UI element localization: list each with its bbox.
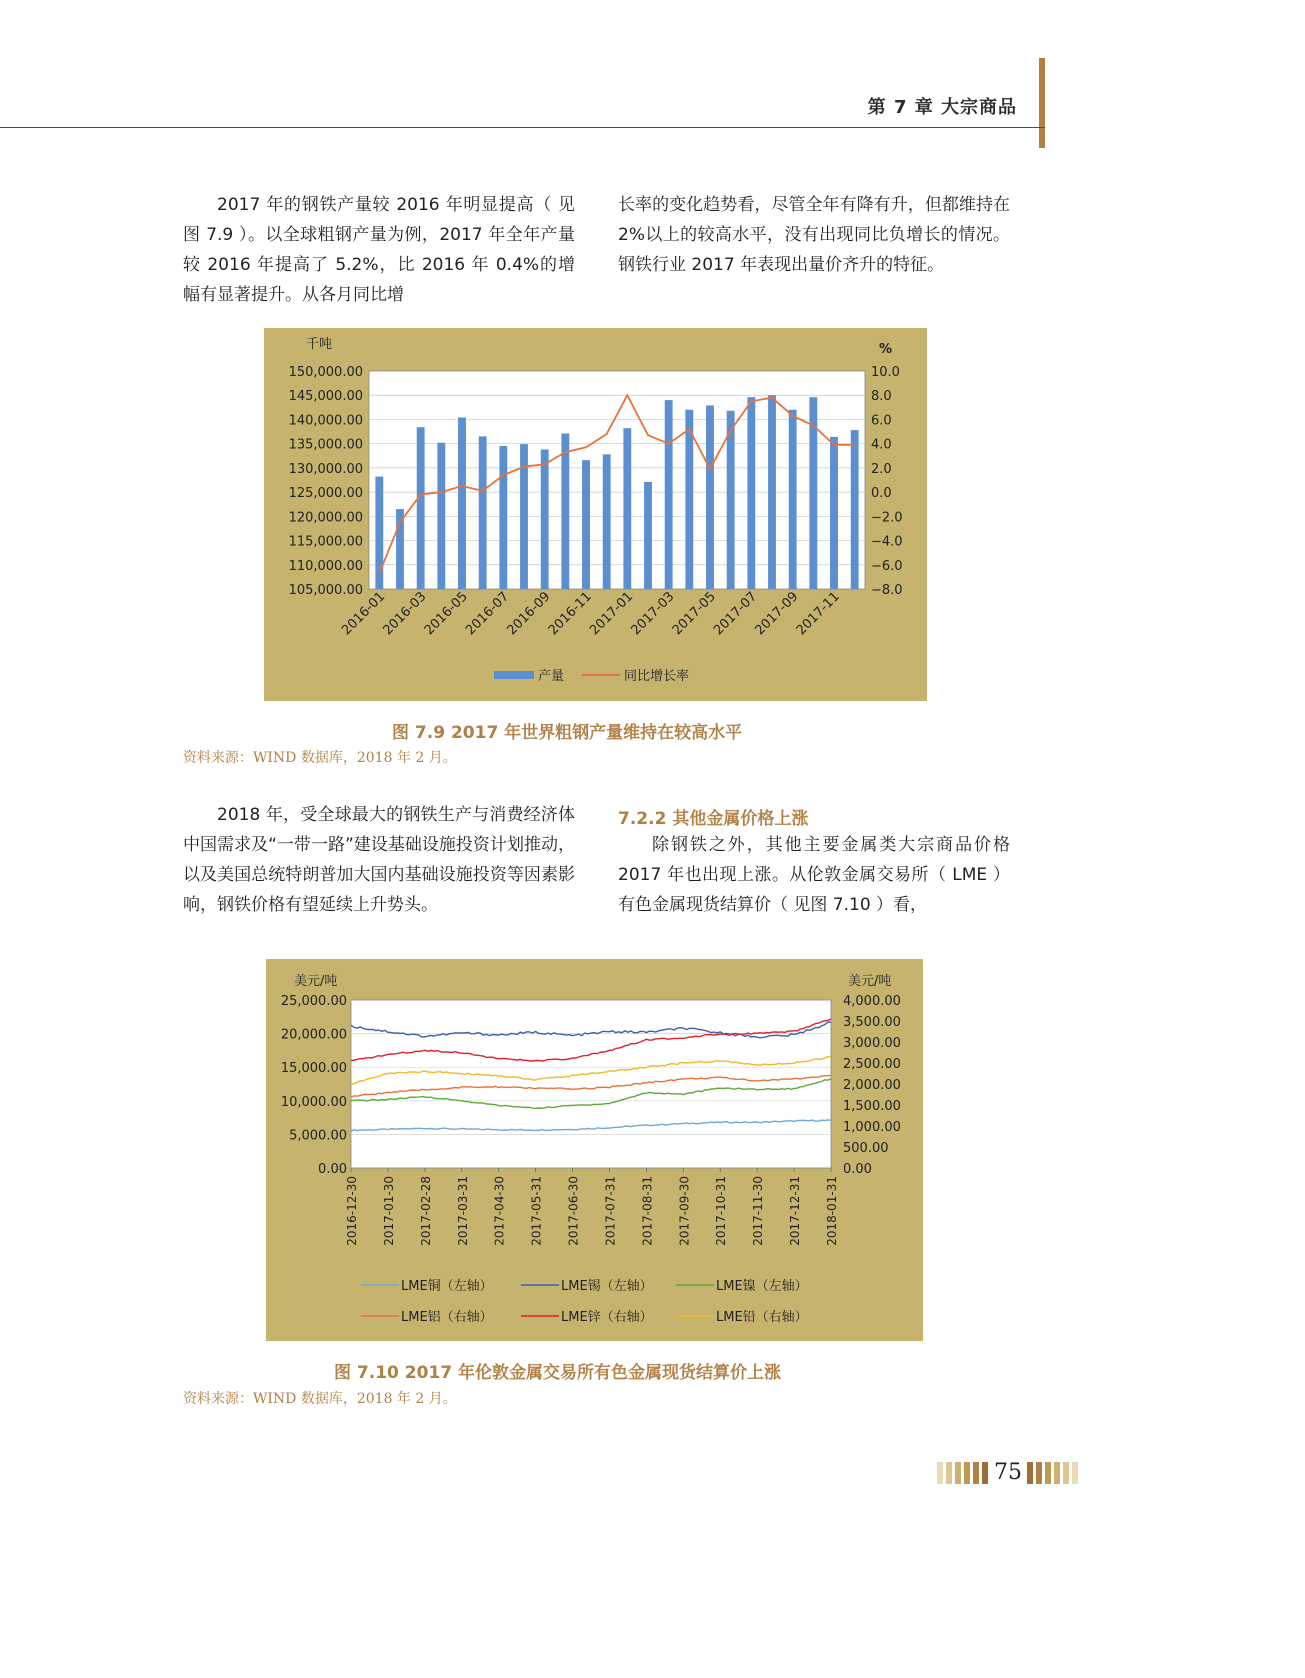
chart1-bar [479,436,487,589]
chart2-legend-label: LME铜（左轴） [401,1279,493,1294]
chart1-y-left-tick: 125,000.00 [288,486,363,502]
chart2-x-tick: 2017-12-31 [788,1176,803,1246]
chart2-x-tick: 2017-04-30 [492,1176,507,1246]
chart2-x-tick: 2017-10-31 [714,1176,729,1246]
chart1-bar [727,411,735,589]
chart1-bar [851,430,859,589]
chart-steel-production [264,328,927,701]
chart2-y-left-tick: 25,000.00 [280,994,347,1009]
chart1-bar [747,397,755,589]
chart1-bar [541,449,549,589]
chart2-legend-label: LME铝（右轴） [401,1310,493,1325]
chart1-bar [830,437,838,589]
chart1-y-left-tick: 115,000.00 [288,534,363,550]
chart2-legend-label: LME镍（左轴） [716,1279,808,1294]
chart2-plot-area [351,1000,831,1168]
chapter-title: 第 7 章 大宗商品 [867,97,1017,118]
chart1-x-tick: 2017-11 [793,589,843,639]
chart1-y-right-tick: 0.0 [871,486,892,502]
chart2-x-tick: 2017-09-30 [677,1176,692,1246]
chart1-x-tick: 2016-01 [339,589,389,639]
chart1-right-unit: % [879,342,893,357]
chart1-x-tick: 2016-09 [504,589,554,639]
chart2-y-right-tick: 2,000.00 [843,1078,901,1093]
chart2-legend-label: LME锡（左轴） [561,1279,653,1294]
chart1-bar [665,400,673,589]
chart1-bar [458,418,466,589]
chart2-x-tick: 2016-12-30 [345,1176,359,1246]
chart2-y-left-tick: 15,000.00 [280,1061,347,1077]
chart1-y-left-tick: 105,000.00 [288,583,363,598]
chart1-y-right-tick: 4.0 [871,437,892,453]
chart2-y-left-tick: 10,000.00 [280,1094,347,1110]
figure-7-9-caption: 图 7.9 2017 年世界粗钢产量维持在较高水平 [392,723,743,743]
chart2-y-right-tick: 1,500.00 [843,1099,901,1114]
chart1-y-left-tick: 150,000.00 [288,365,363,380]
paragraph-1-left-text: 2017 年的钢铁产量较 2016 年明显提高（ 见图 7.9 ）。以全球粗钢产量为例，2017 年全年产量较 2016 年提高了 5.2%，比 2016 年 0.4%的增幅有显著提升。从各月同比增 [183,195,575,305]
chart2-y-left-tick: 20,000.00 [280,1027,347,1043]
chart1-x-tick: 2016-05 [421,589,471,639]
chart1-bar [789,410,797,589]
chart1-legend-bar-swatch [494,671,534,679]
chart1-y-right-tick: −8.0 [871,583,903,598]
chart2-x-tick: 2017-02-28 [418,1176,433,1246]
chart2-y-left-tick: 5,000.00 [289,1128,347,1144]
chart1-legend-line-label: 同比增长率 [624,669,690,684]
chart1-y-left-tick: 110,000.00 [288,558,363,574]
chart1-x-tick: 2017-03 [628,589,678,639]
chart2-y-right-tick: 1,000.00 [843,1120,901,1135]
chart1-x-tick: 2017-05 [669,589,719,639]
paragraph-1-right-text: 长率的变化趋势看，尽管全年有降有升，但都维持在 2%以上的较高水平，没有出现同比负增长的情况。钢铁行业 2017 年表现出量价齐升的特征。 [618,195,1010,275]
paragraph-1-left [183,190,575,310]
section-title: 7.2.2 其他金属价格上涨 [618,809,809,829]
chart1-x-tick: 2017-01 [587,589,637,639]
chart1-bar [499,446,507,589]
chart1-y-left-tick: 135,000.00 [288,437,363,453]
chart2-x-tick: 2017-07-31 [603,1176,618,1246]
figure-7-9-source: 资料来源：WIND 数据库，2018 年 2 月。 [183,750,457,766]
chart1-x-tick: 2016-07 [463,589,513,639]
paragraph-2-left-text: 2018 年，受全球最大的钢铁生产与消费经济体中国需求及“一带一路”建设基础设施投资计划推动，以及美国总统特朗普加大国内基础设施投资等因素影响，钢铁价格有望延续上升势头。 [183,805,575,915]
chart1-y-right-tick: −2.0 [871,510,903,526]
chart2-x-tick: 2017-06-30 [566,1176,581,1246]
chart2-y-right-tick: 2,500.00 [843,1057,901,1072]
chart1-bar [644,482,652,589]
chart2-legend-label: LME铅（右轴） [716,1310,808,1325]
paragraph-2-left [183,800,575,920]
chart-lme-prices [266,959,923,1341]
chart1-y-right-tick: 10.0 [871,365,900,380]
paragraph-2-right-text: 除钢铁之外，其他主要金属类大宗商品价格 2017 年也出现上涨。从伦敦金属交易所（ LME ）有色金属现货结算价（ 见图 7.10 ）看， [618,835,1010,915]
page-stripes-right [1027,1462,1078,1484]
chart1-bar [417,427,425,589]
chart1-x-tick: 2016-11 [545,589,595,639]
header-accent-bar [1039,58,1045,148]
chart1-bar [582,460,590,589]
chart2-x-tick: 2017-05-31 [529,1176,544,1246]
chart2-y-right-tick: 3,500.00 [843,1015,901,1030]
chart2-right-unit: 美元/吨 [848,974,892,989]
chart2-left-unit: 美元/吨 [294,974,338,989]
chart2-y-right-tick: 0.00 [843,1162,872,1177]
chart-lme-prices-svg [266,959,923,1341]
header-rule [0,127,1045,128]
chart1-y-left-tick: 130,000.00 [288,461,363,477]
chart1-y-left-tick: 140,000.00 [288,413,363,429]
chart1-y-right-tick: 6.0 [871,413,892,429]
chart1-bar [603,454,611,589]
chart1-bar [768,395,776,589]
chart2-x-tick: 2017-03-31 [455,1176,470,1246]
chart2-x-tick: 2017-01-30 [381,1176,396,1246]
chart2-x-tick: 2017-08-31 [640,1176,655,1246]
chart2-y-left-tick: 0.00 [318,1162,347,1177]
chart1-bar [685,410,693,589]
chart2-x-tick: 2018-01-31 [825,1176,839,1246]
chart2-x-tick: 2017-11-30 [751,1176,766,1246]
chart1-y-left-tick: 120,000.00 [288,510,363,526]
paragraph-2-right [618,830,1010,920]
chart1-x-tick: 2017-07 [711,589,761,639]
chart1-bar [561,433,569,589]
page-stripes-left [937,1462,988,1484]
chart2-y-right-tick: 3,000.00 [843,1036,901,1051]
chart1-bar [437,443,445,589]
chart1-y-right-tick: −6.0 [871,558,903,574]
chart-steel-production-svg [264,328,927,701]
chart1-y-right-tick: −4.0 [871,534,903,550]
chart2-y-right-tick: 500.00 [843,1141,889,1156]
figure-7-10-source: 资料来源：WIND 数据库，2018 年 2 月。 [183,1391,457,1407]
page-number: 75 [994,1460,1022,1485]
chart1-bar [623,428,631,589]
chart1-bar [706,405,714,589]
figure-7-10-caption: 图 7.10 2017 年伦敦金属交易所有色金属现货结算价上涨 [334,1363,782,1383]
chart1-x-tick: 2017-09 [752,589,802,639]
chart1-legend-bar-label: 产量 [538,669,565,684]
chart1-y-right-tick: 8.0 [871,389,892,405]
chart1-x-tick: 2016-03 [380,589,430,639]
chart2-legend-label: LME锌（右轴） [561,1310,653,1325]
chart1-y-left-tick: 145,000.00 [288,389,363,405]
paragraph-1-right [618,190,1010,280]
chart1-left-unit: 千吨 [306,337,333,352]
chart2-y-right-tick: 4,000.00 [843,994,901,1009]
chart1-y-right-tick: 2.0 [871,461,892,477]
